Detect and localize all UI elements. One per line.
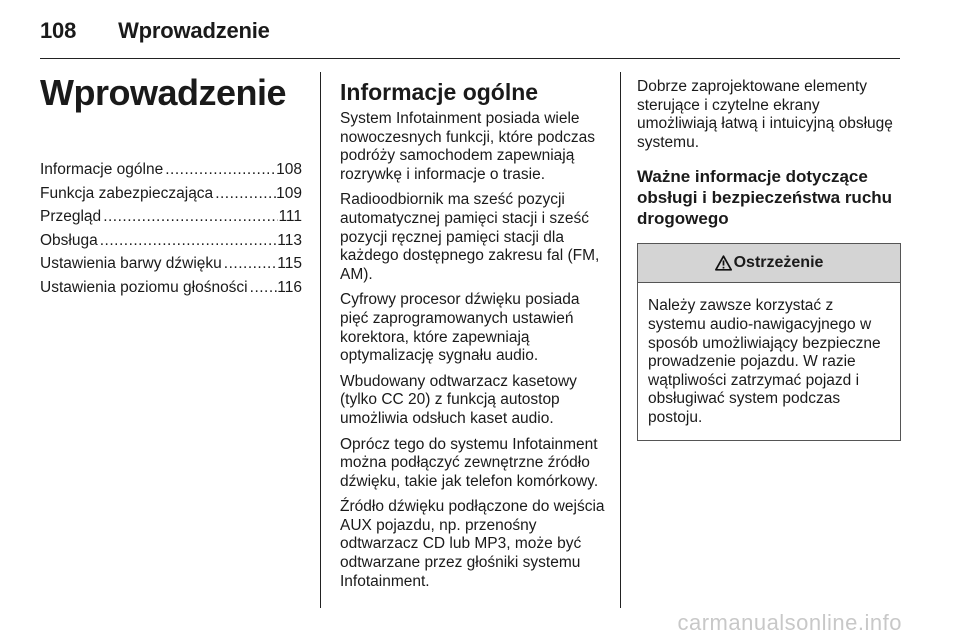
subsection-heading: Ważne informacje dotyczące obsługi i bezpieczeństwa ruchu drogowego — [637, 167, 893, 229]
toc-page: 109 — [276, 184, 302, 202]
warning-title: Ostrzeżenie — [733, 254, 824, 272]
toc-label: Funkcja zabezpieczająca — [40, 184, 214, 202]
body-paragraph: Cyfrowy procesor dźwięku posiada pięć zaprogramowanych ustawień korektora, które zapewniają optymalizację sygnału audio. — [340, 291, 580, 365]
toc-entry[interactable] — [40, 158, 302, 182]
toc-label: Przegląd — [40, 208, 102, 225]
toc-leader — [213, 182, 276, 206]
toc-entry[interactable] — [40, 182, 302, 206]
toc-leader — [222, 252, 278, 276]
header-divider — [40, 58, 900, 59]
intro-paragraph: Dobrze zaprojektowane elementy sterujące i czytelne ekrany umożliwiają łatwą i intuicyjną obsługę systemu. — [637, 78, 893, 151]
toc-label: Obsługa — [40, 231, 98, 249]
warning-triangle-icon — [715, 255, 732, 271]
toc-page: 116 — [277, 278, 302, 296]
toc-page: 113 — [277, 231, 302, 249]
toc-entry[interactable] — [40, 276, 302, 300]
toc-entry[interactable] — [40, 229, 302, 253]
running-section-title: Wprowadzenie — [118, 18, 270, 43]
right-column — [637, 78, 903, 441]
toc-page: 108 — [276, 161, 302, 178]
section-heading: Informacje ogólne — [340, 79, 539, 105]
body-paragraph: Wbudowany odtwarzacz kasetowy (tylko CC 20) z funkcją autostop umożliwia odsłuch kaset audio. — [340, 372, 577, 427]
toc-page: 111 — [278, 208, 302, 225]
warning-text: Należy zawsze korzystać z systemu audio-nawigacyjnego w sposób umożliwiający bezpieczne prowadzenie pojazdu. W razie wątpliwości zatrzymać pojazd i obsługiwać system podczas postoju. — [648, 297, 881, 426]
page-number: 108 — [40, 18, 77, 43]
chapter-title: Wprowadzenie — [40, 72, 287, 113]
column-divider-right — [620, 72, 621, 608]
watermark-text: carmanualsonline.info — [677, 610, 902, 635]
toc-label: Informacje ogólne — [40, 161, 164, 178]
toc-label: Ustawienia poziomu głośności — [40, 278, 248, 296]
toc-page: 115 — [277, 255, 302, 272]
toc-leader — [101, 205, 278, 229]
table-of-contents — [40, 158, 302, 299]
body-paragraph: Źródło dźwięku podłączone do wejścia AUX pojazdu, np. przenośny odtwarzacz CD lub MP3, może być odtwarzane przez głośniki systemu Infotainment. — [340, 498, 605, 590]
body-paragraph: System Infotainment posiada wiele nowoczesnych funkcji, które podczas podróży samochodem zapewniają rozrywkę i informacje o trasie. — [340, 110, 596, 183]
toc-leader — [98, 229, 278, 253]
warning-box — [637, 243, 901, 440]
body-paragraph: Oprócz tego do systemu Infotainment można podłączyć zewnętrzne źródło dźwięku, takie jak telefon komórkowy. — [340, 435, 599, 490]
toc-leader — [163, 158, 276, 182]
toc-label: Ustawienia barwy dźwięku — [40, 255, 222, 272]
left-column — [40, 68, 302, 299]
body-paragraph: Radioodbiornik ma sześć pozycji automatycznej pamięci stacji i sześć pozycji ręcznej pamięci stacji dla każdego dostępnego zakresu fal (FM, AM). — [340, 191, 600, 283]
page-header — [40, 18, 270, 44]
middle-column — [340, 78, 606, 598]
toc-entry[interactable] — [40, 205, 302, 229]
column-divider-left — [320, 72, 321, 608]
warning-header — [638, 244, 900, 283]
toc-leader — [248, 276, 278, 300]
toc-entry[interactable] — [40, 252, 302, 276]
